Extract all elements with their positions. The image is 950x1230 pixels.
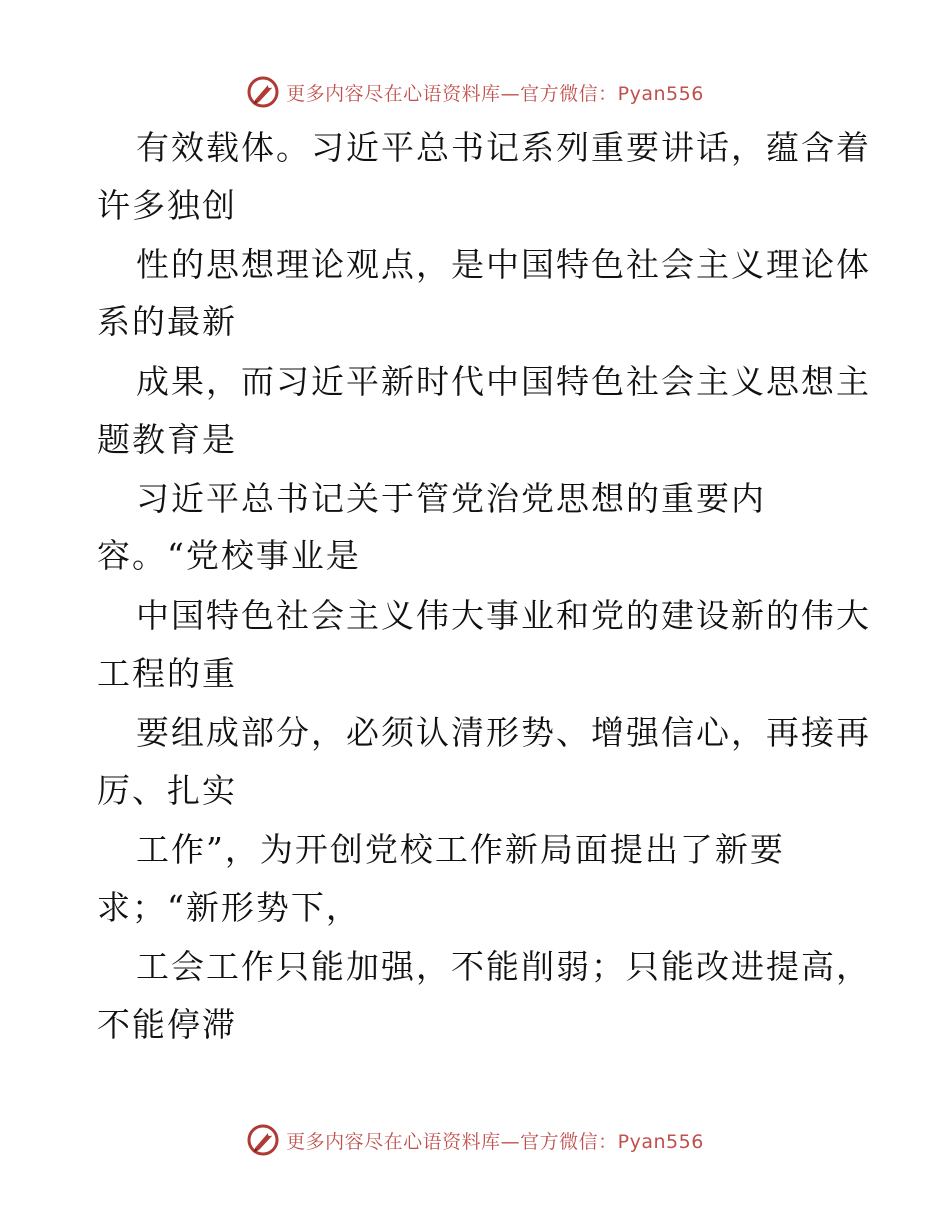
body-line-11: 要组成部分，必须认清形势、增强信心，再接再 xyxy=(136,713,871,752)
body-line-12: 厉、扎实 xyxy=(97,771,237,810)
pen-logo-icon xyxy=(246,1123,280,1157)
footer-banner-inner xyxy=(246,1123,704,1157)
body-line-15: 工会工作只能加强，不能削弱；只能改进提高， xyxy=(136,947,871,986)
body-line-8: 容。“党校事业是 xyxy=(97,536,361,575)
header-banner-text: 更多内容尽在心语资料库—官方微信：Pyan556 xyxy=(286,82,704,105)
body-line-6: 题教育是 xyxy=(97,420,237,459)
body-line-1: 有效载体。习近平总书记系列重要讲话，蕴含着 xyxy=(136,128,871,167)
body-line-2: 许多独创 xyxy=(97,186,237,225)
body-line-4: 系的最新 xyxy=(97,302,237,341)
body-line-13: 工作”，为开创党校工作新局面提出了新要 xyxy=(136,830,785,869)
body-line-5: 成果，而习近平新时代中国特色社会主义思想主 xyxy=(136,362,871,401)
footer-banner xyxy=(0,1120,950,1160)
body-line-14: 求；“新形势下， xyxy=(97,888,361,927)
header-banner-inner xyxy=(246,75,704,109)
header-banner xyxy=(0,72,950,112)
body-line-7: 习近平总书记关于管党治党思想的重要内 xyxy=(136,479,766,518)
body-line-10: 工程的重 xyxy=(97,654,237,693)
body-line-16: 不能停滞 xyxy=(97,1005,237,1044)
pen-logo-icon xyxy=(246,75,280,109)
body-line-9: 中国特色社会主义伟大事业和党的建设新的伟大 xyxy=(136,596,871,635)
footer-banner-text: 更多内容尽在心语资料库—官方微信：Pyan556 xyxy=(286,1130,704,1153)
body-line-3: 性的思想理论观点，是中国特色社会主义理论体 xyxy=(136,245,871,284)
